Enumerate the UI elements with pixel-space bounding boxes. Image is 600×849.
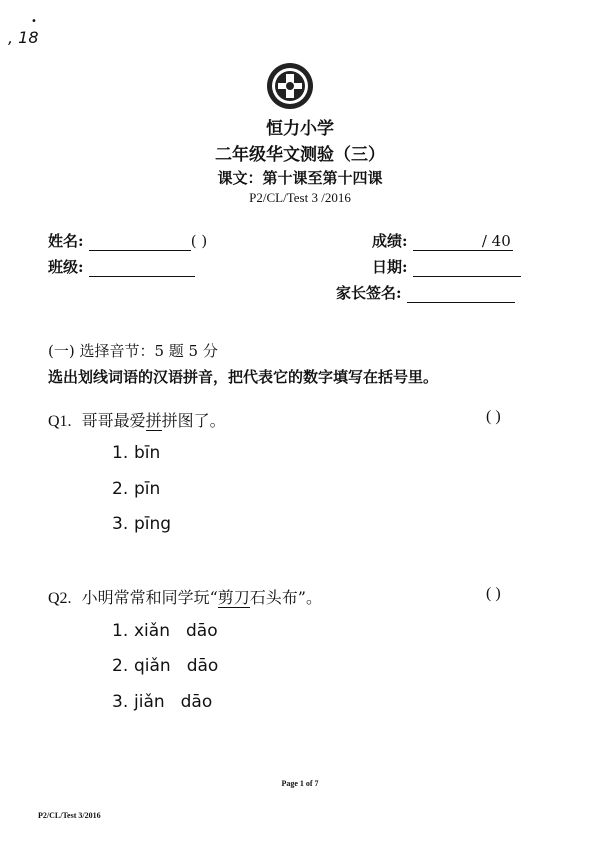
handwritten-number: 18 bbox=[18, 28, 39, 47]
name-line[interactable] bbox=[89, 235, 191, 251]
score-line[interactable] bbox=[413, 232, 513, 251]
underlined-word: 剪刀 bbox=[217, 588, 250, 607]
name-label: 姓名: bbox=[48, 232, 84, 250]
option: 1. xiǎn dāo bbox=[112, 621, 218, 641]
question-number: Q1. bbox=[48, 413, 72, 430]
exam-title: 二年级华文测验（三） bbox=[215, 145, 385, 165]
section-heading: (一) 选择音节：5 题 5 分 bbox=[48, 342, 218, 360]
score-field bbox=[372, 230, 513, 251]
school-logo-icon bbox=[266, 62, 314, 110]
option: 3. pīng bbox=[112, 514, 172, 534]
name-paren: ( ) bbox=[190, 232, 208, 250]
handwritten-mark: • , 18 bbox=[8, 16, 39, 47]
option: 1. bīn bbox=[112, 443, 161, 463]
date-field bbox=[372, 256, 521, 277]
section-instruction: 选出划线词语的汉语拼音，把代表它的数字填写在括号里。 bbox=[48, 368, 439, 386]
parent-sign-label: 家长签名: bbox=[336, 284, 402, 302]
answer-box[interactable]: ( ) bbox=[486, 408, 501, 425]
parent-sign-field bbox=[336, 282, 515, 303]
option: 2. qiǎn dāo bbox=[112, 656, 219, 676]
option: 2. pīn bbox=[112, 479, 161, 499]
score-label: 成绩: bbox=[372, 232, 408, 250]
question-text: 哥哥最爱 bbox=[81, 411, 146, 430]
date-label: 日期: bbox=[372, 258, 408, 276]
option: 3. jiǎn dāo bbox=[112, 692, 213, 712]
test-code: P2/CL/Test 3 /2016 bbox=[249, 190, 351, 205]
date-line[interactable] bbox=[413, 261, 521, 277]
underlined-word: 拼 bbox=[145, 411, 162, 430]
school-name: 恒力小学 bbox=[266, 119, 334, 139]
class-label: 班级: bbox=[48, 258, 84, 276]
answer-box[interactable]: ( ) bbox=[486, 585, 501, 602]
name-field bbox=[48, 230, 207, 251]
question-text: 小明常常和同学玩“ bbox=[81, 588, 218, 607]
question-text-end: 拼图了。 bbox=[161, 411, 226, 430]
class-field bbox=[48, 256, 195, 277]
question-text-end: 石头布”。 bbox=[249, 588, 322, 607]
class-line[interactable] bbox=[89, 261, 195, 277]
footer-code: P2/CL/Test 3/2016 bbox=[38, 811, 101, 820]
lessons-range: 课文：第十课至第十四课 bbox=[217, 169, 383, 187]
parent-sign-line[interactable] bbox=[407, 287, 515, 303]
page-number: Page 1 of 7 bbox=[281, 779, 319, 788]
question-2 bbox=[48, 585, 322, 608]
question-number: Q2. bbox=[48, 590, 72, 607]
question-1 bbox=[48, 408, 226, 431]
score-total: / 40 bbox=[481, 232, 511, 250]
